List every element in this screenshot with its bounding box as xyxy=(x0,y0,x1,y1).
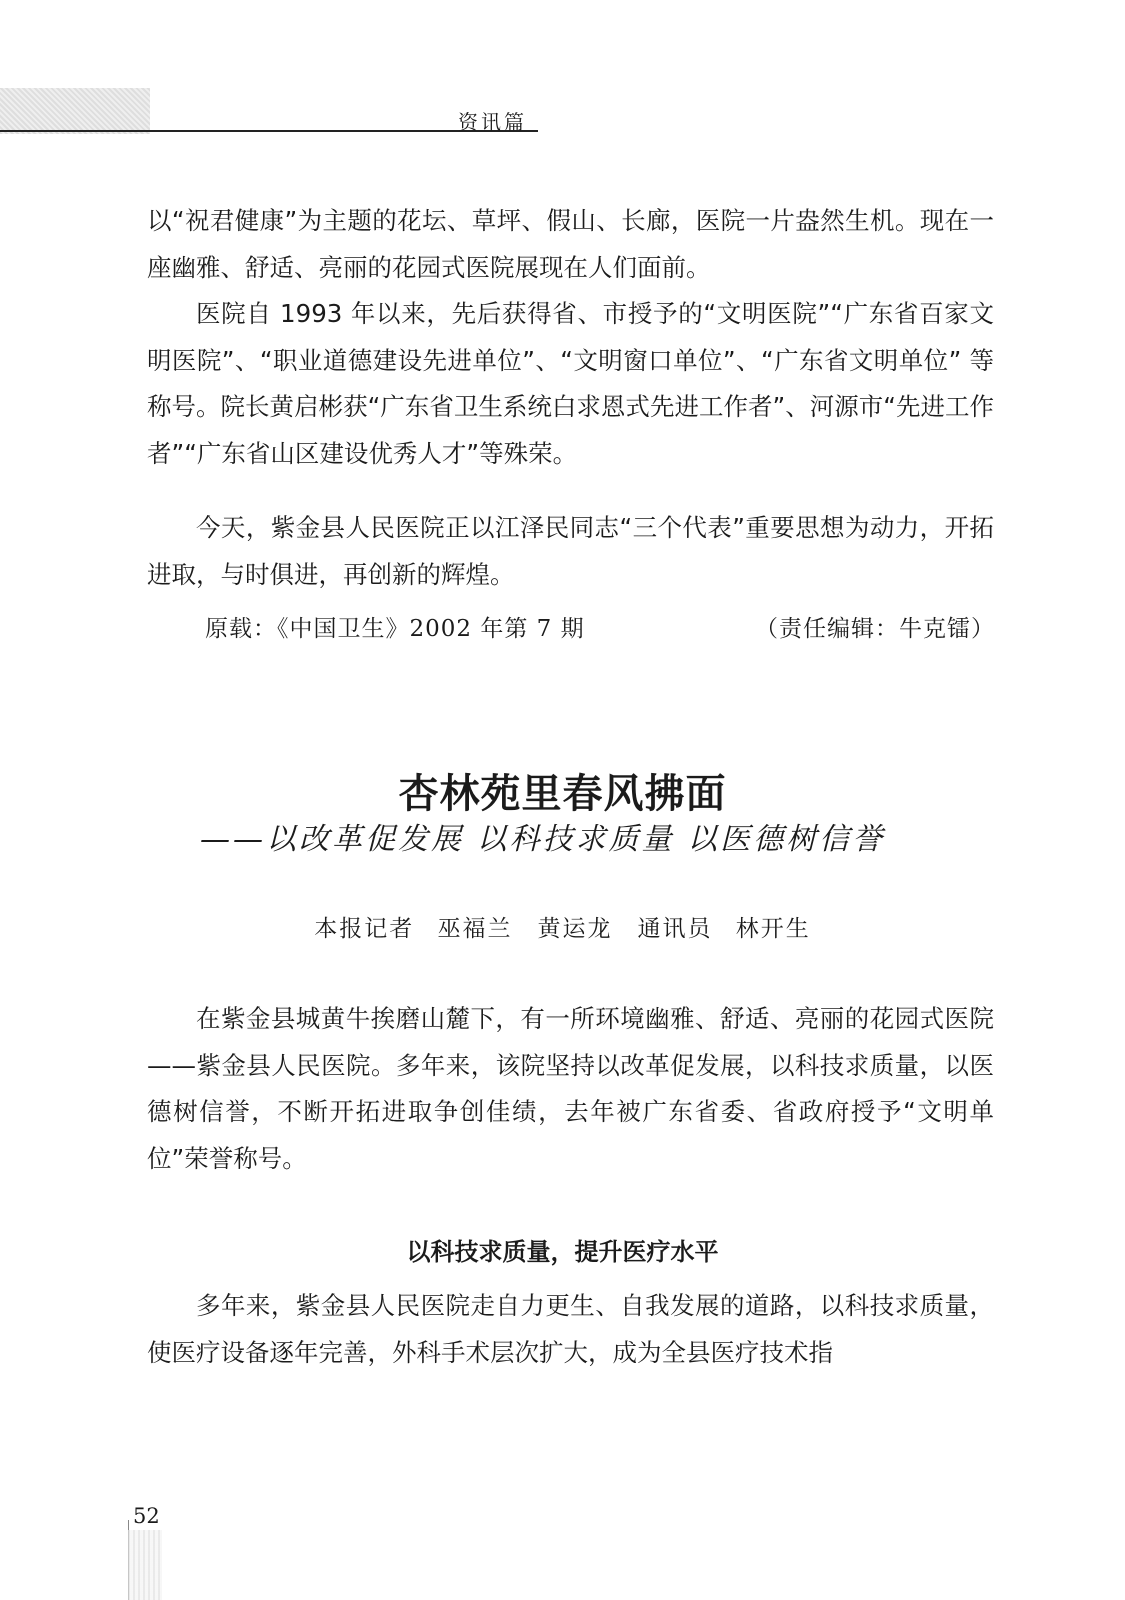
article-byline: 本报记者 巫福兰 黄运龙 通讯员 林开生 xyxy=(314,916,811,942)
article1-paragraph-1: 以“祝君健康”为主题的花坛、草坪、假山、长廊，医院一片盎然生机。现在一座幽雅、舒适、亮丽的花园式医院展现在人们面前。 xyxy=(147,206,994,282)
page-number: 52 xyxy=(133,1504,160,1528)
article1-paragraph-2: 医院自 1993 年以来，先后获得省、市授予的“文明医院”“广东省百家文明医院”、“职业道德建设先进单位”、“文明窗口单位”、“广东省文明单位” 等称号。院长黄启彬获“广东省卫生系统白求恩式先进工作者”、河源市“先进工作者”“广东省山区建设优秀人才”等殊荣。 xyxy=(147,299,994,468)
source-citation: 原载：《中国卫生》2002 年第 7 期 xyxy=(205,616,585,642)
article-subtitle: ——以改革促发展 以科技求质量 以医德树信誉 xyxy=(200,822,886,857)
article1-paragraph-3: 今天，紫金县人民医院正以江泽民同志“三个代表”重要思想为动力，开拓进取，与时俱进，再创新的辉煌。 xyxy=(147,513,994,589)
article2-section-paragraph: 多年来，紫金县人民医院走自力更生、自我发展的道路，以科技求质量，使医疗设备逐年完善，外科手术层次扩大，成为全县医疗技术指 xyxy=(147,1291,994,1367)
editor-credit: （责任编辑：牛克镭） xyxy=(755,616,995,642)
margin-scan-shade xyxy=(128,1530,162,1600)
article2-intro-paragraph: 在紫金县城黄牛挨磨山麓下，有一所环境幽雅、舒适、亮丽的花园式医院——紫金县人民医院。多年来，该院坚持以改革促发展，以科技求质量，以医德树信誉，不断开拓进取争创佳绩，去年被广东省委、省政府授予“文明单位”荣誉称号。 xyxy=(147,1004,994,1173)
article-title: 杏林苑里春风拂面 xyxy=(398,770,727,817)
header-scan-shade xyxy=(0,88,150,134)
section-heading: 以科技求质量，提升医疗水平 xyxy=(406,1238,719,1266)
section-header-title: 资讯篇 xyxy=(458,110,527,134)
